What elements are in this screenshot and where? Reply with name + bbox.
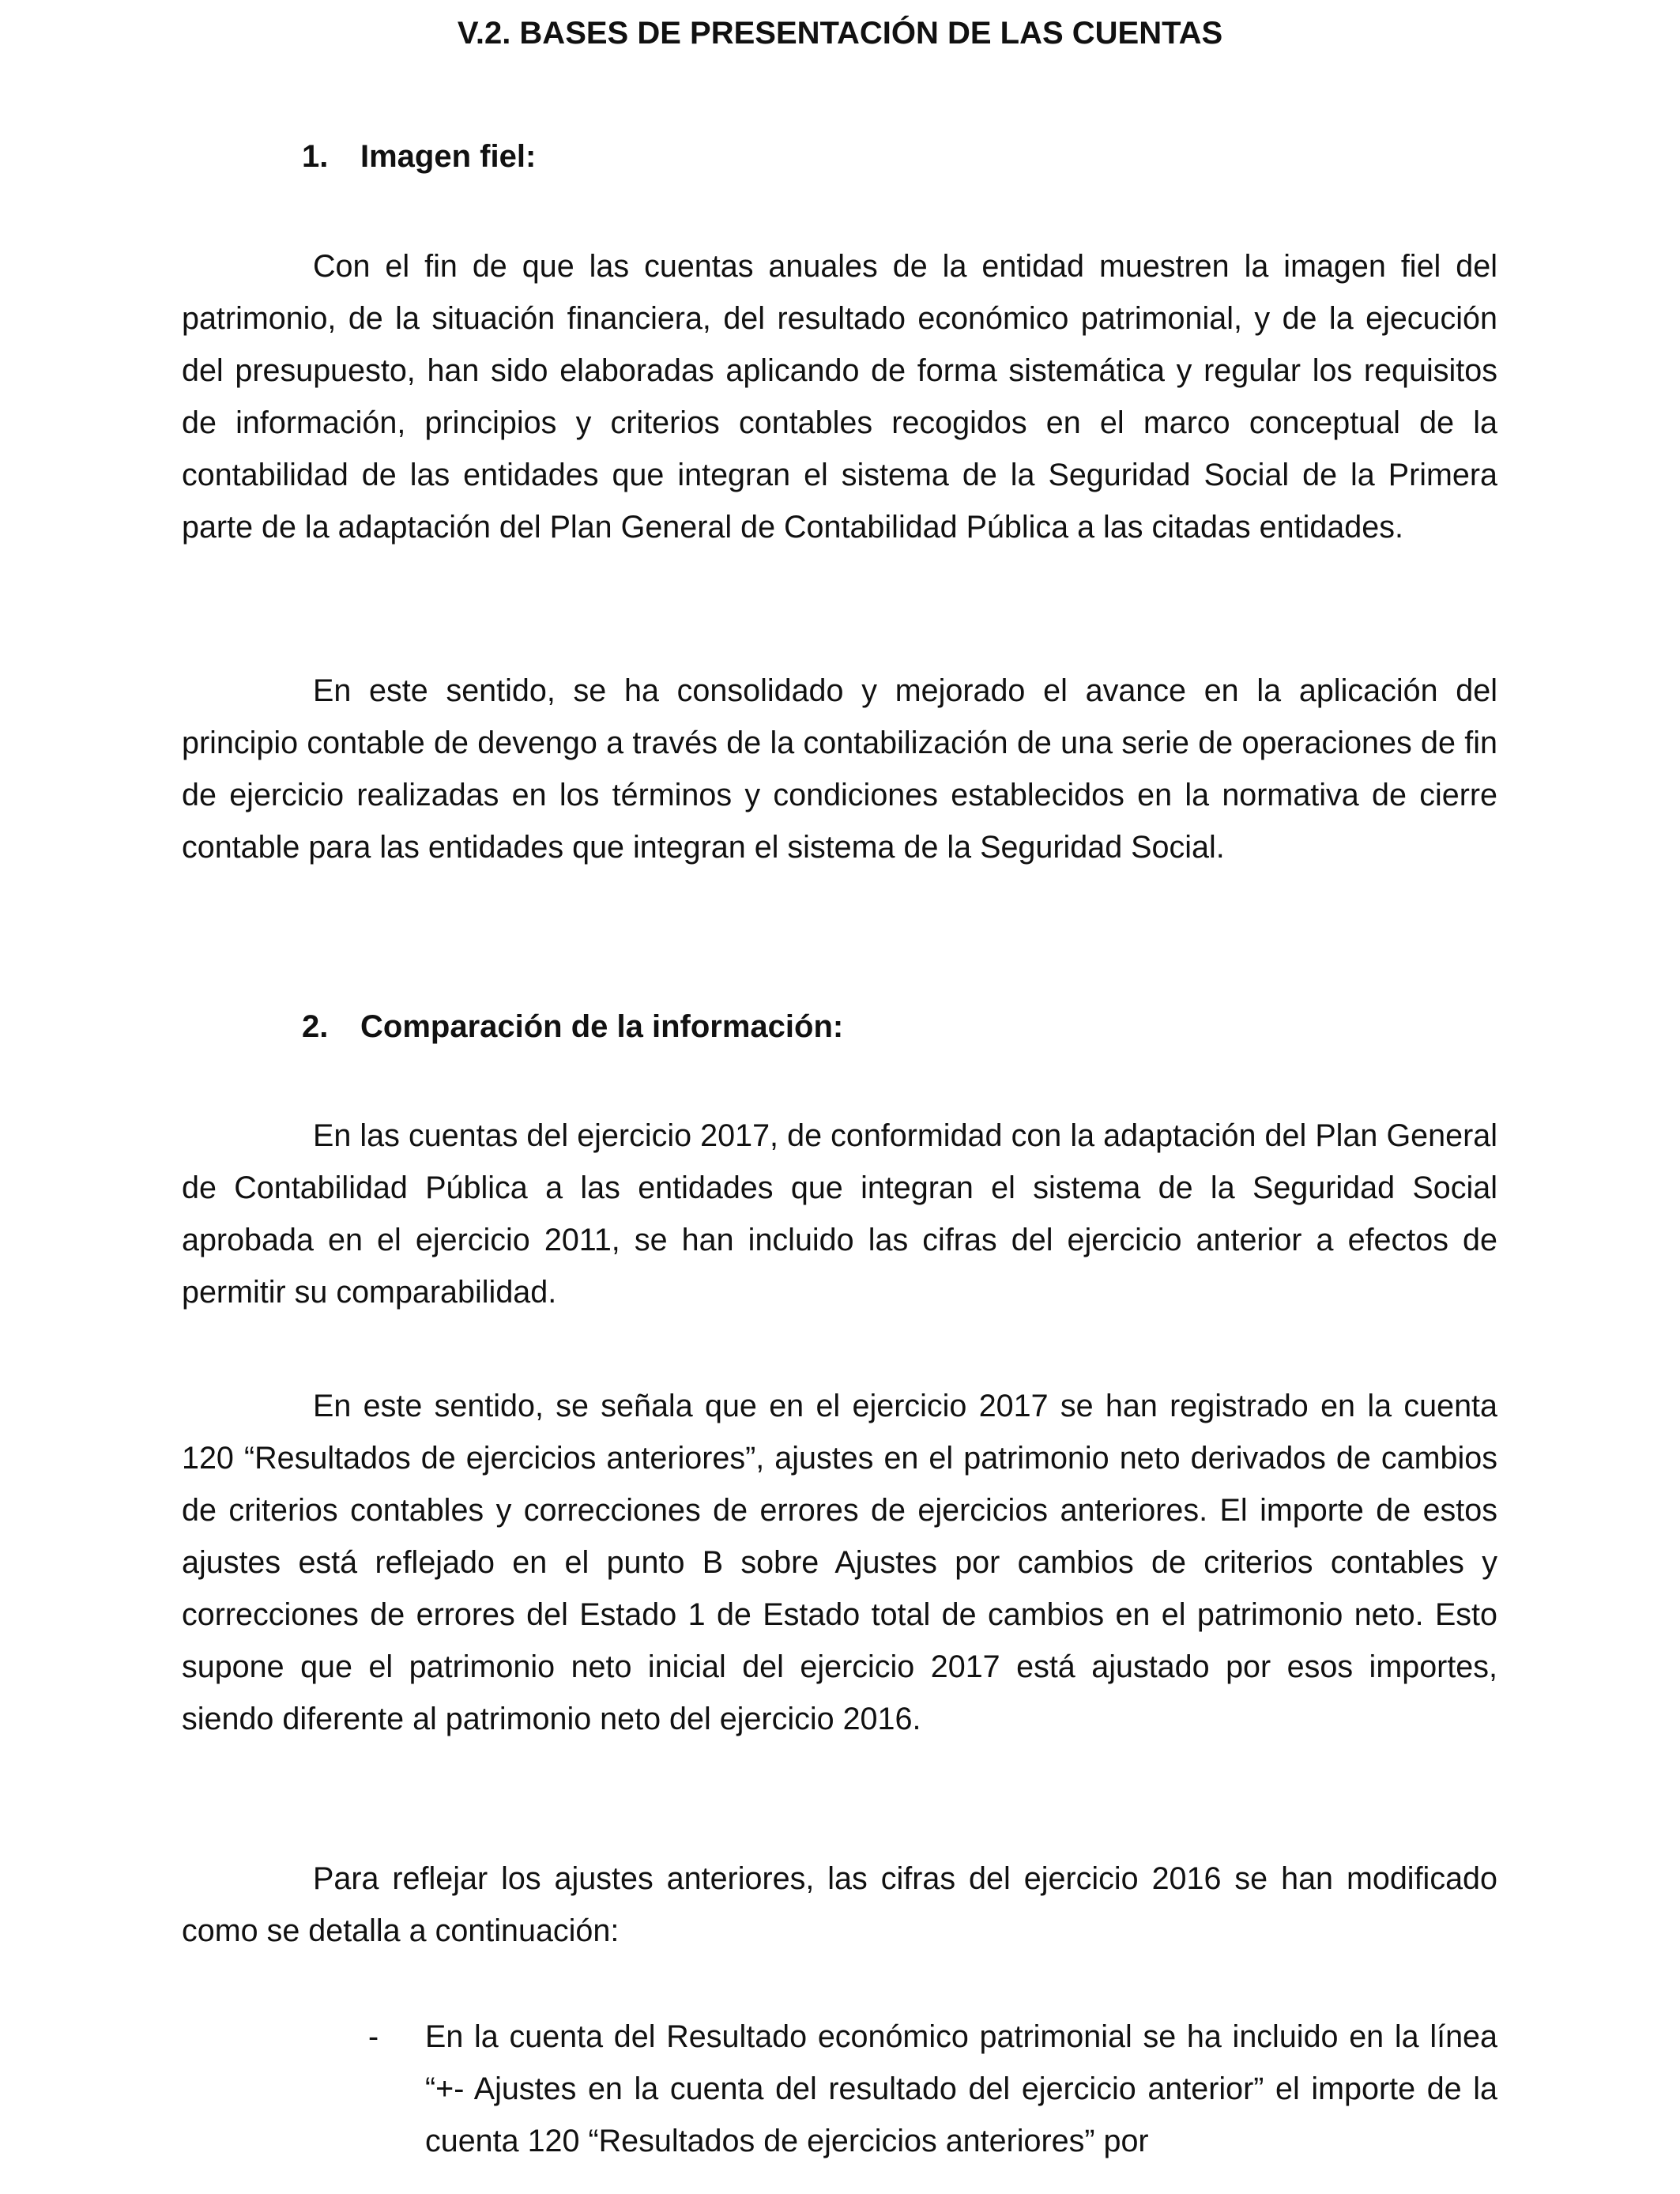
- section-2-number: 2.: [302, 1009, 329, 1044]
- bullet-marker: -: [368, 2019, 379, 2054]
- section-1-number: 1.: [302, 139, 329, 174]
- section-1-title: Imagen fiel:: [360, 139, 537, 174]
- section-2-paragraph-3: Para reflejar los ajustes anteriores, las cifras del ejercicio 2016 se han modificado como se detalla a continuación:: [182, 1861, 1497, 1948]
- section-1-heading: [302, 134, 536, 179]
- section-2-heading: [302, 1005, 843, 1049]
- section-2-title: Comparación de la información:: [360, 1009, 844, 1044]
- bullet-item-text: En la cuenta del Resultado económico patrimonial se ha incluido en la línea “+- Ajustes en la cuenta del resultado del ejercicio anterior” el importe de la cuenta 120 “Resultados de ejercicios anteriores” por: [425, 2019, 1497, 2158]
- section-2-paragraph-1: En las cuentas del ejercicio 2017, de conformidad con la adaptación del Plan General de Contabilidad Pública a las entidades que integran el sistema de la Seguridad Social aprobada en el ejercicio 2011, se han incluido las cifras del ejercicio anterior a efectos de permitir su comparabilidad.: [182, 1118, 1497, 1310]
- section-1-paragraph-2: En este sentido, se ha consolidado y mejorado el avance en la aplicación del principio contable de devengo a través de la contabilización de una serie de operaciones de fin de ejercicio realizadas en los términos y condiciones establecidos en la normativa de cierre contable para las entidades que integran el sistema de la Seguridad Social.: [182, 673, 1497, 865]
- section-1-paragraph-1: Con el fin de que las cuentas anuales de la entidad muestren la imagen fiel del patrimonio, de la situación financiera, del resultado económico patrimonial, y de la ejecución del presupuesto, han sido elaboradas aplicando de forma sistemática y regular los requisitos de información, principios y criterios contables recogidos en el marco conceptual de la contabilidad de las entidades que integran el sistema de la Seguridad Social de la Primera parte de la adaptación del Plan General de Contabilidad Pública a las citadas entidades.: [182, 249, 1497, 545]
- document-title: V.2. BASES DE PRESENTACIÓN DE LAS CUENTAS: [457, 16, 1223, 51]
- section-2-paragraph-2: En este sentido, se señala que en el ejercicio 2017 se han registrado en la cuenta 120 “Resultados de ejercicios anteriores”, ajustes en el patrimonio neto derivados de cambios de criterios contables y correcciones de errores de ejercicios anteriores. El importe de estos ajustes está reflejado en el punto B sobre Ajustes por cambios de criterios contables y correcciones de errores del Estado 1 de Estado total de cambios en el patrimonio neto. Esto supone que el patrimonio neto inicial del ejercicio 2017 está ajustado por esos importes, siendo diferente al patrimonio neto del ejercicio 2016.: [182, 1389, 1497, 1736]
